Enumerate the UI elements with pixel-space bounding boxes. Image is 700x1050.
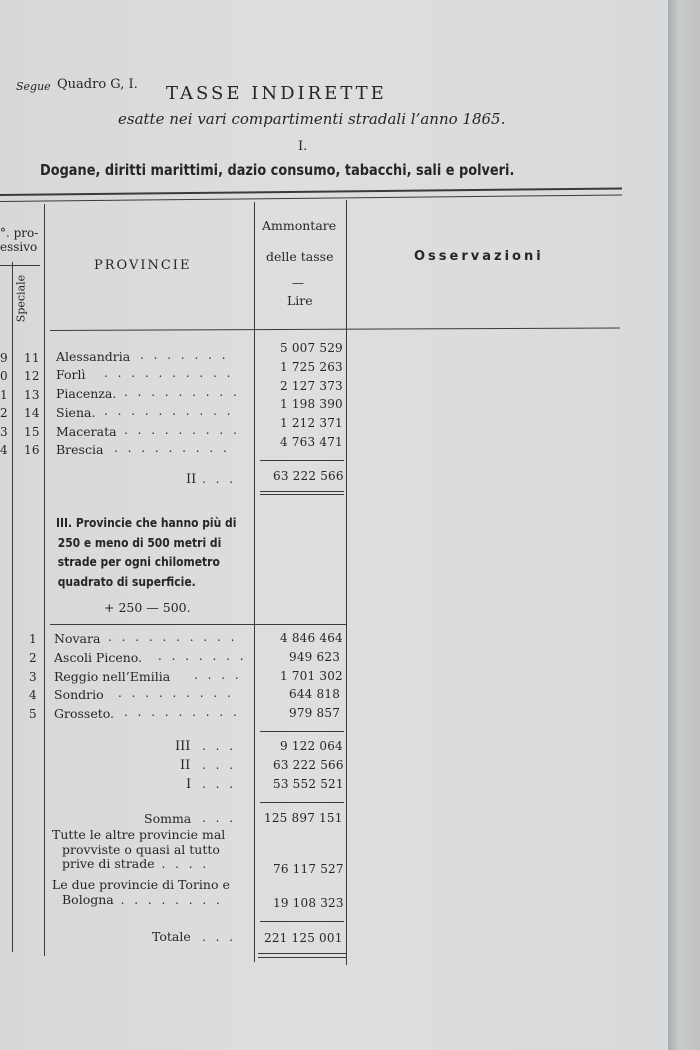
torino-bologna-label xyxy=(52,878,230,907)
page-title: TASSE INDIRETTE xyxy=(166,83,387,104)
row-dots: . . . . . . . . . . xyxy=(108,630,238,644)
row-spec: 2 xyxy=(29,651,37,665)
row-spec: 13 xyxy=(24,388,40,402)
totale-rule-bottom-2 xyxy=(258,957,346,958)
totale-rule-bottom-1 xyxy=(258,953,346,954)
row-amount: 2 127 373 xyxy=(280,379,343,393)
row-spec: 12 xyxy=(24,369,40,383)
header-delle-tasse: delle tasse xyxy=(266,249,334,264)
row-spec: 3 xyxy=(29,670,37,684)
row-prog xyxy=(0,670,4,684)
row-dots: . . . . . . . . . xyxy=(118,686,234,700)
row-province: Alessandria xyxy=(56,349,131,364)
row-province: Grosseto. xyxy=(54,706,115,721)
header-progressivo-2: essivo xyxy=(0,240,38,254)
row-spec: 5 xyxy=(29,707,37,721)
brace-line xyxy=(0,265,40,266)
row-spec: 1 xyxy=(29,632,37,646)
totale-amount: 221 125 001 xyxy=(264,931,343,945)
row-prog: 9 xyxy=(0,351,8,365)
row-province: Ascoli Piceno. xyxy=(54,650,143,665)
col-line-c xyxy=(254,202,255,962)
header-ammontare: Ammontare xyxy=(262,218,337,233)
row-dots: . . . . xyxy=(194,668,242,682)
header-osservazioni: Osservazioni xyxy=(414,249,544,264)
section-iii-line: 250 e meno di 500 metri di xyxy=(57,534,222,550)
subtotal-label: II xyxy=(180,758,191,773)
row-amount: 4 846 464 xyxy=(280,631,343,645)
section-number: I. xyxy=(298,139,308,154)
altre-line: provviste o quasi al tutto xyxy=(62,841,220,857)
row-spec: 11 xyxy=(24,351,40,365)
row-spec: 14 xyxy=(24,406,40,420)
somma-amount: 125 897 151 xyxy=(264,811,343,825)
row-province: Brescia xyxy=(56,442,104,457)
subtotal-amount: 53 552 521 xyxy=(273,777,344,791)
row-prog xyxy=(0,632,4,646)
row-prog: 0 xyxy=(0,369,8,383)
altre-line: Tutte le altre provincie mal xyxy=(52,827,226,842)
row-amount: 979 857 xyxy=(289,706,341,720)
total-ii-label: II xyxy=(186,472,197,487)
row-prog: 2 xyxy=(0,406,8,420)
row-spec: 16 xyxy=(24,443,40,457)
row-spec: 4 xyxy=(29,688,37,702)
subtotal-label: I xyxy=(186,777,192,792)
totale-rule-top xyxy=(260,921,344,922)
row-prog xyxy=(0,688,4,702)
subtotal-dots: . . . xyxy=(202,758,237,772)
somma-label: Somma xyxy=(144,811,192,826)
total-ii-rule-bottom-1 xyxy=(260,491,344,492)
altre-amount: 76 117 527 xyxy=(273,862,344,876)
totale-label: Totale xyxy=(152,929,191,944)
row-province: Piacenza. xyxy=(56,386,117,401)
row-province: Novara xyxy=(54,631,101,646)
row-province: Sondrio xyxy=(54,687,104,702)
section-heading: Dogane, diritti marittimi, dazio consumo, tabacchi, sali e polveri. xyxy=(40,161,515,179)
row-dots: . . . . . . . . . xyxy=(124,385,240,399)
subtotal-dots: . . . xyxy=(202,739,237,753)
total-ii-rule-top xyxy=(260,460,344,461)
total-ii-rule-bottom-2 xyxy=(260,494,344,495)
row-prog: 3 xyxy=(0,425,8,439)
quadro-label: Quadro G, I. xyxy=(57,77,138,92)
header-progressivo-1: °. pro- xyxy=(0,226,39,240)
row-dots: . . . . . . . . . xyxy=(114,441,230,455)
row-amount: 1 725 263 xyxy=(280,360,343,374)
row-amount: 1 198 390 xyxy=(280,397,343,411)
somma-dots: . . . xyxy=(202,811,237,825)
subtotal-rule-bottom xyxy=(260,802,344,803)
top-rule-2 xyxy=(0,194,622,202)
row-spec: 15 xyxy=(24,425,40,439)
subtotal-rule-top xyxy=(260,731,344,732)
section-iii-line: III. Provincie che hanno più di xyxy=(56,515,237,530)
header-dash: — xyxy=(292,276,304,290)
section-iii-rule xyxy=(50,624,346,625)
row-amount: 1 701 302 xyxy=(280,669,343,683)
row-dots: . . . . . . . . . . xyxy=(104,404,234,418)
row-province: Forlì xyxy=(56,367,86,382)
row-dots: . . . . . . . . . . xyxy=(104,366,234,380)
row-province: Reggio nell’Emilia xyxy=(54,669,171,684)
col-line-a xyxy=(12,262,13,952)
row-prog: 1 xyxy=(0,388,8,402)
section-iii-line: quadrato di superficie. xyxy=(57,573,196,589)
header-provincie: PROVINCIE xyxy=(94,258,192,273)
row-prog xyxy=(0,651,4,665)
header-lire: Lire xyxy=(287,293,313,308)
row-dots: . . . . . . . xyxy=(140,348,229,362)
altre-line: prive di strade . . . . xyxy=(62,856,210,871)
row-province: Siena. xyxy=(56,405,96,420)
header-bottom-rule xyxy=(50,328,620,331)
row-prog: 4 xyxy=(0,443,8,457)
torino-line: Bologna xyxy=(62,891,114,907)
row-dots: . . . . . . . . . xyxy=(124,705,240,719)
total-ii-amount: 63 222 566 xyxy=(273,469,344,483)
altre-provincie-label xyxy=(52,828,225,872)
bleed-through xyxy=(440,48,600,62)
totale-dots: . . . xyxy=(202,930,237,944)
subtotal-label: III xyxy=(175,739,191,754)
altre-line: prive di strade xyxy=(62,856,155,871)
subtotal-amount: 9 122 064 xyxy=(280,739,343,753)
subtotal-dots: . . . xyxy=(202,777,237,791)
page-edge xyxy=(668,0,700,1050)
segue-label: Segue xyxy=(16,80,51,93)
torino-amount: 19 108 323 xyxy=(273,896,344,910)
col-line-b xyxy=(44,204,45,956)
row-province: Macerata xyxy=(56,424,117,439)
row-amount: 5 007 529 xyxy=(280,341,343,355)
torino-line: Bologna . . . . . . . . xyxy=(62,891,223,907)
section-iii-heading xyxy=(56,513,236,591)
row-amount: 1 212 371 xyxy=(280,416,343,430)
total-ii-dots: . . . xyxy=(202,472,237,486)
page-subtitle: esatte nei vari compartimenti stradali l’anno 1865. xyxy=(118,110,506,128)
header-speciale: Speciale xyxy=(14,274,28,323)
row-dots: . . . . . . . . . xyxy=(124,423,240,437)
row-prog xyxy=(0,707,4,721)
section-iii-range: + 250 — 500. xyxy=(104,600,191,615)
row-amount: 949 623 xyxy=(289,650,341,664)
row-amount: 4 763 471 xyxy=(280,435,343,449)
row-dots: . . . . . . . xyxy=(158,649,247,663)
subtotal-amount: 63 222 566 xyxy=(273,758,344,772)
torino-line: Le due provincie di Torino e xyxy=(52,877,230,892)
row-amount: 644 818 xyxy=(289,687,341,701)
col-line-d xyxy=(346,200,347,965)
section-iii-line: strade per ogni chilometro xyxy=(57,554,220,569)
